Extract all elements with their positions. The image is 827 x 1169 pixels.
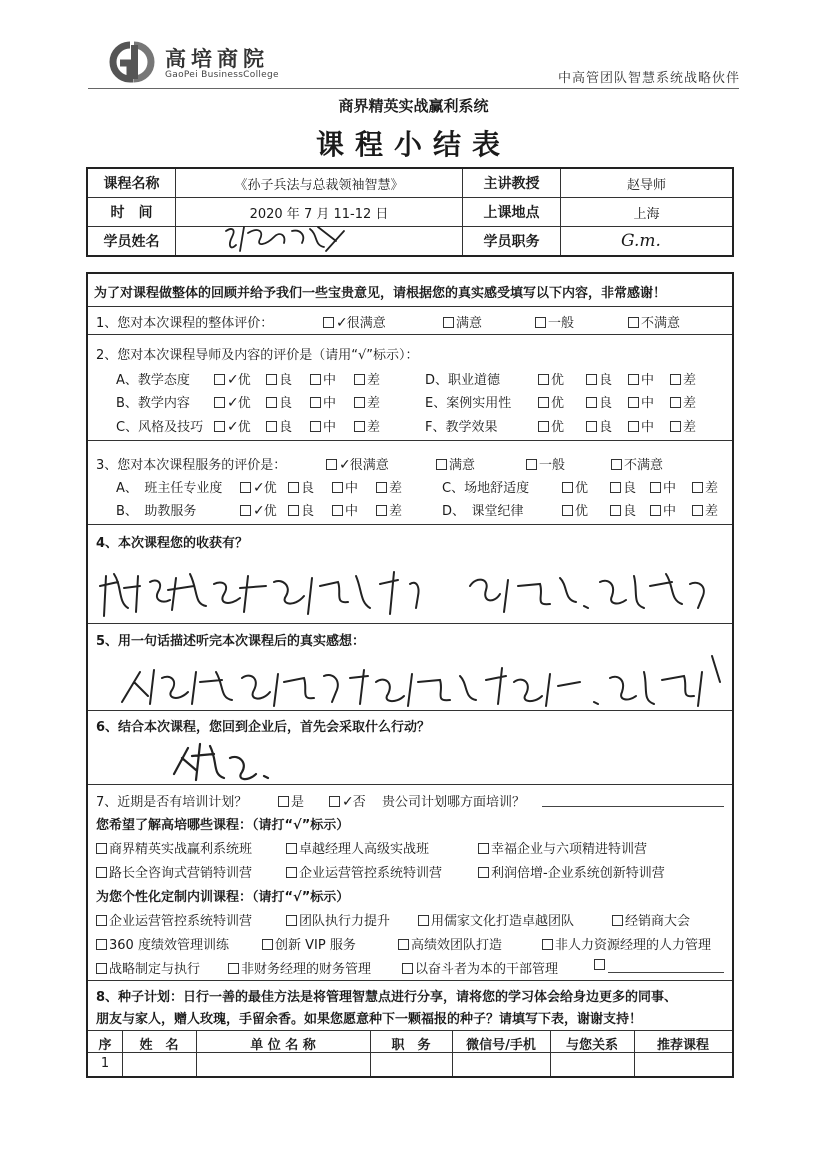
option-label: 良 [279,396,293,411]
checkbox[interactable] [610,505,621,516]
slogan: 中高管团队智慧系统战略伙伴 [557,71,740,86]
q3-item-c: C、场地舒适度 [442,481,530,496]
table-column-divider [452,1030,453,1076]
q1-option-unsatisfied[interactable]: 不满意 [628,312,680,331]
checkbox[interactable] [266,421,277,432]
check-mark-icon: ✓ [253,503,265,519]
q2-item-e: E、案例实用性 [425,396,512,411]
table-header-1: 姓 名 [139,1038,179,1053]
q2-right-2-grade-3[interactable] [670,416,696,435]
option-label: 差 [705,504,719,519]
checkbox-checked[interactable] [214,397,225,408]
q2-right-0-grade-1[interactable] [586,369,612,388]
q3-option-satisfied[interactable]: 满意 [436,454,475,473]
q2-right-0-grade-2[interactable] [628,369,654,388]
q2-right-2-grade-2[interactable] [628,416,654,435]
q8-line-1: 8、种子计划：日行一善的最佳方法是将管理智慧点进行分享，请将您的学习体会给身边更多的同事、 [96,990,678,1005]
option-label: 中 [641,396,655,411]
option-label: 中 [323,420,337,435]
option-label: 良 [279,373,293,388]
q3-left-1-grade-3[interactable] [376,500,402,519]
checkbox-checked[interactable] [240,482,251,493]
q2-right-0-grade-0[interactable] [538,369,564,388]
form-title: 课程小结表 [315,128,511,161]
intro-text: 为了对课程做整体的回顾并给予我们一些宝贵意见，请根据您的真实感受填写以下内容，非常感谢！ [94,286,667,301]
checkbox[interactable] [650,505,661,516]
logo-chinese-name: 高培商院 [165,47,269,71]
option-label: 360 度绩效管理训练 [109,938,229,953]
courses_row1-option-2[interactable] [478,838,647,857]
q4-handwritten-answer[interactable] [98,556,723,620]
q7-custom-label: 为您个性化定制内训课程：（请打“√”标示） [96,890,350,905]
place-value[interactable]: 上海 [561,198,732,227]
position-value[interactable]: G.m. [621,231,661,251]
checkbox[interactable] [542,939,553,950]
option-label: 差 [367,420,381,435]
checkbox[interactable] [96,867,107,878]
course-info-table [86,167,734,257]
option-label: 良 [301,481,315,496]
q3-option-average[interactable]: 一般 [526,454,565,473]
q3-right-0-grade-2[interactable] [650,477,676,496]
option-label: 中 [345,481,359,496]
q2-item-f: F、教学效果 [425,420,498,435]
q3-left-1-grade-0[interactable] [240,500,277,519]
check-mark-icon: ✓ [227,372,239,388]
table-column-divider [550,1030,551,1076]
checkbox[interactable] [628,421,639,432]
q3-left-0-grade-3[interactable] [376,477,402,496]
q2-right-2-grade-0[interactable] [538,416,564,435]
q4-label: 4、本次课程您的收获有？ [96,536,249,551]
q2-right-1-grade-3[interactable] [670,392,696,411]
checkbox-checked[interactable] [214,374,225,385]
courses_row2-option-0[interactable] [96,862,252,881]
checkbox[interactable] [562,482,573,493]
logo-english-name: GaoPei BusinessCollege [165,70,279,80]
checkbox[interactable] [266,397,277,408]
option-label: 路长全咨询式营销特训营 [109,866,253,881]
option-label: 优 [263,504,277,519]
option-label: 优 [575,481,589,496]
table-cell: 1 [100,1056,110,1071]
q3-label: 3、您对本次课程服务的评价是： [96,458,287,473]
q3-left-1-grade-1[interactable] [288,500,314,519]
checkbox[interactable] [266,374,277,385]
course-name-label: 课程名称 [88,169,176,198]
custom_row3-option-1[interactable] [228,958,371,977]
checkbox[interactable] [332,505,343,516]
q3-option-very-satisfied[interactable]: ✓很满意 [326,454,389,473]
checkbox[interactable] [586,397,597,408]
custom_row3-option-0[interactable] [96,958,200,977]
custom_row2-option-1[interactable] [262,934,356,953]
checkbox[interactable] [402,963,413,974]
checkbox-checked[interactable] [240,505,251,516]
q2-left-1-grade-1[interactable] [266,392,292,411]
custom_row1-option-1[interactable] [286,910,390,929]
option-label: 优 [551,420,565,435]
q1-label: 1、您对本次课程的整体评价： [96,316,274,331]
checkbox[interactable] [594,959,605,970]
table-column-divider [370,1030,371,1076]
q7-option-no[interactable]: ✓否 [329,791,366,810]
courses_row2-option-2[interactable] [478,862,665,881]
option-label: 高绩效团队打造 [411,938,503,953]
q3-right-1-grade-2[interactable] [650,500,676,519]
q2-right-1-grade-0[interactable] [538,392,564,411]
q8-line-2: 朋友与家人，赠人玫瑰，手留余香。如果您愿意种下一颗福报的种子？请填写下表，谢谢支持！ [96,1012,643,1027]
q2-label: 2、您对本次课程导师及内容的评价是（请用“√”标示）： [96,348,419,363]
option-label: 优 [237,373,251,388]
table-column-divider [634,1030,635,1076]
table-header-5: 与您关系 [565,1038,618,1053]
q2-right-0-grade-3[interactable] [670,369,696,388]
checkbox-checked[interactable] [214,421,225,432]
checkbox[interactable] [443,317,454,328]
option-label: 战略制定与执行 [109,962,201,977]
q3-item-b: B、 助教服务 [116,504,197,519]
feedback-form [86,272,734,1078]
checkbox[interactable] [286,915,297,926]
custom_row1-option-2[interactable] [418,910,574,929]
checkbox[interactable] [586,421,597,432]
checkbox[interactable] [628,317,639,328]
option-label: 中 [345,504,359,519]
option-label: 中 [323,396,337,411]
table-header-6: 推荐课程 [656,1038,709,1053]
checkbox[interactable] [670,421,681,432]
option-label: 中 [663,481,677,496]
q3-left-0-grade-0[interactable] [240,477,277,496]
checkbox[interactable] [278,796,289,807]
table-column-divider [122,1030,123,1076]
option-label: 幸福企业与六项精进特训营 [491,842,648,857]
q2-item-c: C、风格及技巧 [116,420,204,435]
header-divider [88,88,739,89]
teacher-label: 主讲教授 [463,169,561,198]
checkbox[interactable] [310,397,321,408]
handwritten-signature [214,221,364,257]
custom_row3-option-3[interactable] [594,958,607,973]
option-label: 创新 VIP 服务 [275,938,356,953]
option-label: 非财务经理的财务管理 [241,962,372,977]
q2-item-a: A、教学态度 [116,373,190,388]
checkbox[interactable] [286,867,297,878]
q6-handwritten-answer[interactable] [168,734,278,788]
checkbox[interactable] [310,374,321,385]
student-name-label: 学员姓名 [88,227,176,255]
checkbox[interactable] [436,459,447,470]
checkbox[interactable] [332,482,343,493]
checkbox[interactable] [310,421,321,432]
q3-right-0-grade-3[interactable] [692,477,718,496]
custom_row1-option-0[interactable] [96,910,252,929]
checkbox[interactable] [354,374,365,385]
courses_row1-option-0[interactable] [96,838,252,857]
checkbox-checked[interactable] [326,459,337,470]
q2-left-0-grade-1[interactable] [266,369,292,388]
q3-option-unsatisfied[interactable]: 不满意 [611,454,663,473]
check-mark-icon: ✓ [227,419,239,435]
option-label: 利润倍增-企业系统创新特训营 [491,866,665,881]
q2-left-0-grade-2[interactable] [310,369,336,388]
option-label: 优 [237,420,251,435]
checkbox[interactable] [538,421,549,432]
custom_row2-option-2[interactable] [398,934,502,953]
checkbox[interactable] [288,505,299,516]
checkbox[interactable] [96,963,107,974]
checkbox[interactable] [586,374,597,385]
form-subtitle: 商界精英实战赢利系统 [338,97,489,115]
q2-left-2-grade-1[interactable] [266,416,292,435]
student-name-value[interactable] [176,227,463,255]
time-label: 时 间 [88,198,176,227]
q2-right-2-grade-1[interactable] [586,416,612,435]
place-label: 上课地点 [463,198,561,227]
checkbox[interactable] [538,397,549,408]
q7-plan-label: 贵公司计划哪方面培训？ [382,795,526,810]
q7-learn-label: 您希望了解高培哪些课程：（请打“√”标示） [96,818,350,833]
q3-right-0-grade-0[interactable] [562,477,588,496]
table-header-4: 微信号/手机 [466,1038,536,1053]
checkbox[interactable] [535,317,546,328]
table-header-2: 单 位 名 称 [250,1038,316,1053]
option-label: 差 [705,481,719,496]
option-label: 非人力资源经理的人力管理 [555,938,712,953]
q2-left-2-grade-0[interactable] [214,416,251,435]
position-label: 学员职务 [463,227,561,255]
q1-option-satisfied[interactable]: 满意 [443,312,482,331]
q2-item-d: D、职业道德 [425,373,501,388]
checkbox[interactable] [538,374,549,385]
q3-item-a: A、 班主任专业度 [116,481,223,496]
option-label: 经销商大会 [625,914,691,929]
q2-right-1-grade-2[interactable] [628,392,654,411]
option-label: 差 [683,396,697,411]
checkbox[interactable] [96,843,107,854]
checkbox[interactable] [628,397,639,408]
courses_row1-option-1[interactable] [286,838,429,857]
checkbox[interactable] [376,505,387,516]
option-label: 优 [575,504,589,519]
checkbox[interactable] [650,482,661,493]
checkbox[interactable] [611,459,622,470]
checkbox[interactable] [670,374,681,385]
q2-item-b: B、教学内容 [116,396,190,411]
checkbox[interactable] [354,397,365,408]
checkbox[interactable] [96,915,107,926]
checkbox[interactable] [562,505,573,516]
checkbox-checked[interactable] [323,317,334,328]
custom_row3-option-2[interactable] [402,958,558,977]
option-label: 良 [599,396,613,411]
option-label: 商界精英实战赢利系统班 [109,842,253,857]
option-label: 良 [279,420,293,435]
checkbox[interactable] [610,482,621,493]
q2-left-2-grade-3[interactable] [354,416,380,435]
option-label: 卓越经理人高级实战班 [299,842,430,857]
checkbox[interactable] [354,421,365,432]
option-label: 差 [389,504,403,519]
q2-left-1-grade-0[interactable] [214,392,251,411]
option-label: 以奋斗者为本的干部管理 [415,962,559,977]
check-mark-icon: ✓ [339,457,351,473]
checkbox[interactable] [262,939,273,950]
q1-option-very-satisfied[interactable]: ✓很满意 [323,312,386,331]
q5-label: 5、用一句话描述听完本次课程后的真实感想： [96,634,366,649]
check-mark-icon: ✓ [253,480,265,496]
option-label: 中 [323,373,337,388]
q7-label: 7、近期是否有培训计划？ [96,795,248,810]
option-label: 差 [683,373,697,388]
q3-left-0-grade-2[interactable] [332,477,358,496]
option-label: 差 [683,420,697,435]
checkbox[interactable] [478,843,489,854]
option-label: 差 [367,373,381,388]
option-label: 中 [641,373,655,388]
checkbox[interactable] [286,843,297,854]
q3-right-1-grade-0[interactable] [562,500,588,519]
custom_row1-option-3[interactable] [612,910,690,929]
option-label: 良 [599,373,613,388]
checkbox[interactable] [376,482,387,493]
option-label: 企业运营管控系统特训营 [299,866,443,881]
option-label: 良 [301,504,315,519]
option-label: 优 [551,373,565,388]
option-label: 良 [599,420,613,435]
option-label: 企业运营管控系统特训营 [109,914,253,929]
college-logo-mark [98,41,162,83]
table-header-0: 序 [98,1038,112,1053]
q2-left-0-grade-0[interactable] [214,369,251,388]
checkbox[interactable] [526,459,537,470]
option-label: 中 [641,420,655,435]
q3-right-0-grade-1[interactable] [610,477,636,496]
teacher-value[interactable]: 赵导师 [561,169,732,198]
checkbox[interactable] [478,867,489,878]
time-value[interactable]: 2020 年 7 月 11-12 日 [176,198,463,227]
custom_row2-option-3[interactable] [542,934,711,953]
check-mark-icon: ✓ [336,315,348,331]
option-label: 优 [263,481,277,496]
checkbox[interactable] [628,374,639,385]
option-label: 良 [623,481,637,496]
q2-left-1-grade-2[interactable] [310,392,336,411]
option-label: 中 [663,504,677,519]
checkbox[interactable] [418,915,429,926]
table-column-divider [196,1030,197,1076]
courses_row2-option-1[interactable] [286,862,442,881]
q7-plan-input[interactable] [542,806,724,807]
check-mark-icon: ✓ [227,395,239,411]
option-label: 优 [551,396,565,411]
q3-item-d: D、 课堂纪律 [442,504,524,519]
q3-left-0-grade-1[interactable] [288,477,314,496]
checkbox[interactable] [692,482,703,493]
q2-left-2-grade-2[interactable] [310,416,336,435]
q2-right-1-grade-1[interactable] [586,392,612,411]
option-label: 差 [367,396,381,411]
course-name-value[interactable]: 《孙子兵法与总裁领袖智慧》 [176,169,463,198]
checkbox[interactable] [398,939,409,950]
checkbox[interactable] [692,505,703,516]
checkbox[interactable] [612,915,623,926]
q3-left-1-grade-2[interactable] [332,500,358,519]
checkbox[interactable] [96,939,107,950]
q6-label: 6、结合本次课程，您回到企业后，首先会采取什么行动？ [96,720,431,735]
q7-option-yes[interactable]: 是 [278,791,304,810]
q1-option-average[interactable]: 一般 [535,312,574,331]
custom-other-input[interactable] [608,972,724,973]
custom_row2-option-0[interactable] [96,934,229,953]
q5-handwritten-answer[interactable] [118,652,730,712]
q3-right-1-grade-3[interactable] [692,500,718,519]
q3-right-1-grade-1[interactable] [610,500,636,519]
checkbox-checked[interactable] [329,796,340,807]
option-label: 用儒家文化打造卓越团队 [431,914,575,929]
table-header-3: 职 务 [391,1038,431,1053]
option-label: 团队执行力提升 [299,914,391,929]
checkbox[interactable] [670,397,681,408]
option-label: 优 [237,396,251,411]
option-label: 差 [389,481,403,496]
q2-left-1-grade-3[interactable] [354,392,380,411]
checkbox[interactable] [228,963,239,974]
checkbox[interactable] [288,482,299,493]
option-label: 良 [623,504,637,519]
q2-left-0-grade-3[interactable] [354,369,380,388]
check-mark-icon: ✓ [342,794,354,810]
